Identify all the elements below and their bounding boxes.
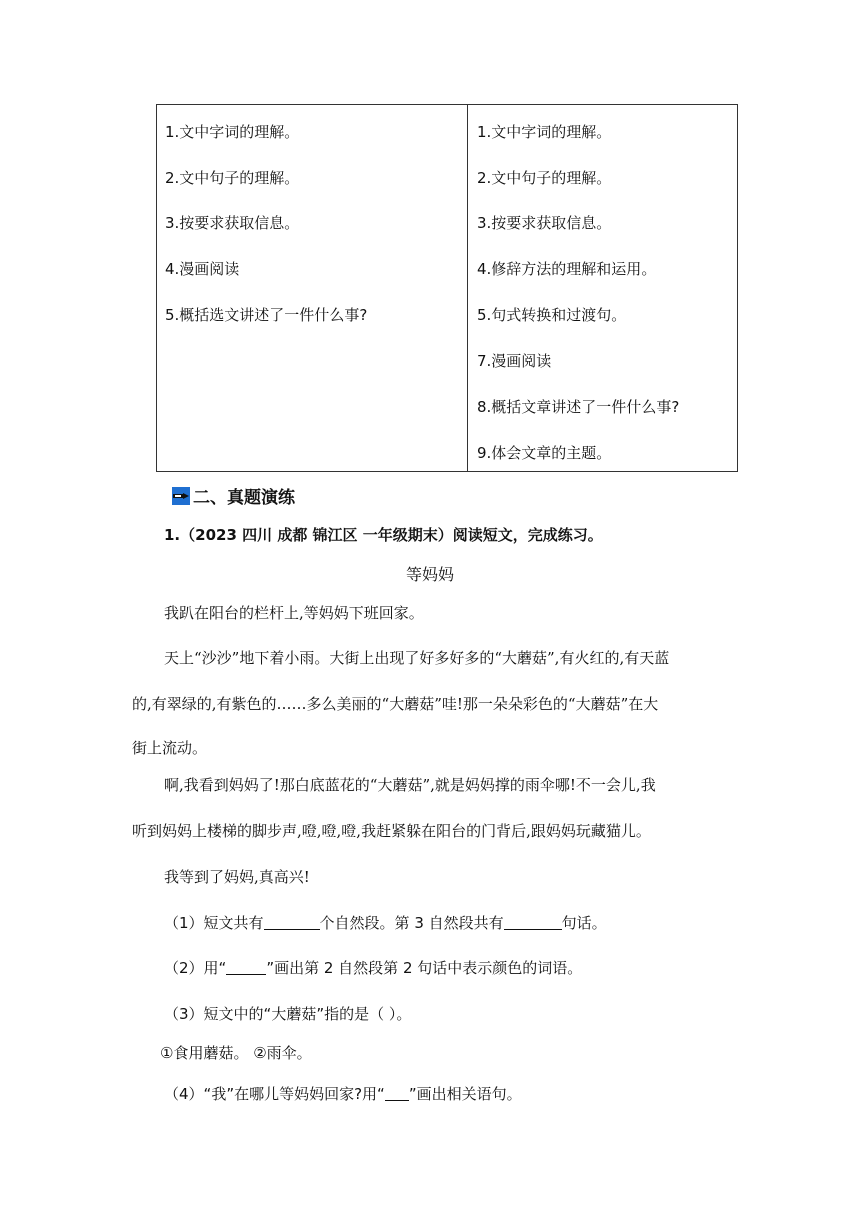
answer-blank[interactable]	[504, 914, 562, 930]
knowledge-table	[156, 104, 738, 472]
exercise-3-options: ①食用蘑菇。 ②雨伞。	[160, 1044, 312, 1062]
table-left-item: 3.按要求获取信息。	[165, 214, 300, 232]
table-right-item: 8.概括文章讲述了一件什么事?	[477, 398, 680, 416]
section-title: 二、真题演练	[193, 488, 295, 508]
table-right-item: 1.文中字词的理解。	[477, 123, 612, 141]
table-left-item: 5.概括选文讲述了一件什么事?	[165, 306, 368, 324]
table-right-item: 3.按要求获取信息。	[477, 214, 612, 232]
exercise-1-text-a: （1）短文共有	[164, 914, 264, 932]
story-line: 听到妈妈上楼梯的脚步声,噔,噔,噔,我赶紧躲在阳台的门背后,跟妈妈玩藏猫儿。	[132, 822, 651, 840]
story-line: 的,有翠绿的,有紫色的……多么美丽的“大蘑菇”哇!那一朵朵彩色的“大蘑菇”在大	[132, 695, 659, 713]
exercise-4-text-b: ”画出相关语句。	[408, 1085, 522, 1103]
table-right-item: 7.漫画阅读	[477, 352, 552, 370]
story-title: 等妈妈	[405, 565, 454, 584]
table-left-column	[157, 105, 468, 471]
table-right-item: 9.体会文章的主题。	[477, 444, 612, 462]
exercise-1-text-c: 句话。	[561, 914, 607, 932]
exercise-1	[164, 912, 607, 933]
table-left-item: 2.文中句子的理解。	[165, 169, 300, 187]
story-line: 啊,我看到妈妈了!那白底蓝花的“大蘑菇”,就是妈妈撑的雨伞哪!不一会儿,我	[164, 776, 656, 794]
table-right-item: 2.文中句子的理解。	[477, 169, 612, 187]
underline-sample	[226, 959, 266, 975]
story-line: 我趴在阳台的栏杆上,等妈妈下班回家。	[164, 604, 424, 622]
exercise-4	[164, 1083, 522, 1104]
question-title: 1.（2023 四川 成都 锦江区 一年级期末）阅读短文，完成练习。	[164, 526, 603, 544]
table-right-item: 5.句式转换和过渡句。	[477, 306, 627, 324]
exercise-2	[164, 957, 582, 978]
exercise-3: （3）短文中的“大蘑菇”指的是（ ）。	[164, 1005, 412, 1023]
pen-icon	[172, 487, 190, 505]
exercise-2-text-a: （2）用“	[164, 959, 227, 977]
table-left-item: 1.文中字词的理解。	[165, 123, 300, 141]
story-line: 天上“沙沙”地下着小雨。大街上出现了好多好多的“大蘑菇”,有火红的,有天蓝	[164, 649, 670, 667]
underline-sample	[385, 1085, 409, 1101]
exercise-1-text-b: 个自然段。第 3 自然段共有	[319, 914, 504, 932]
answer-blank[interactable]	[264, 914, 320, 930]
story-line: 街上流动。	[132, 739, 208, 757]
story-line: 我等到了妈妈,真高兴!	[164, 868, 310, 886]
table-right-item: 4.修辞方法的理解和运用。	[477, 260, 657, 278]
section-heading	[172, 483, 295, 508]
table-left-item: 4.漫画阅读	[165, 260, 240, 278]
exercise-2-text-b: ”画出第 2 自然段第 2 句话中表示颜色的词语。	[266, 959, 583, 977]
exercise-4-text-a: （4）“我”在哪儿等妈妈回家?用“	[164, 1085, 385, 1103]
table-right-column	[468, 105, 737, 471]
